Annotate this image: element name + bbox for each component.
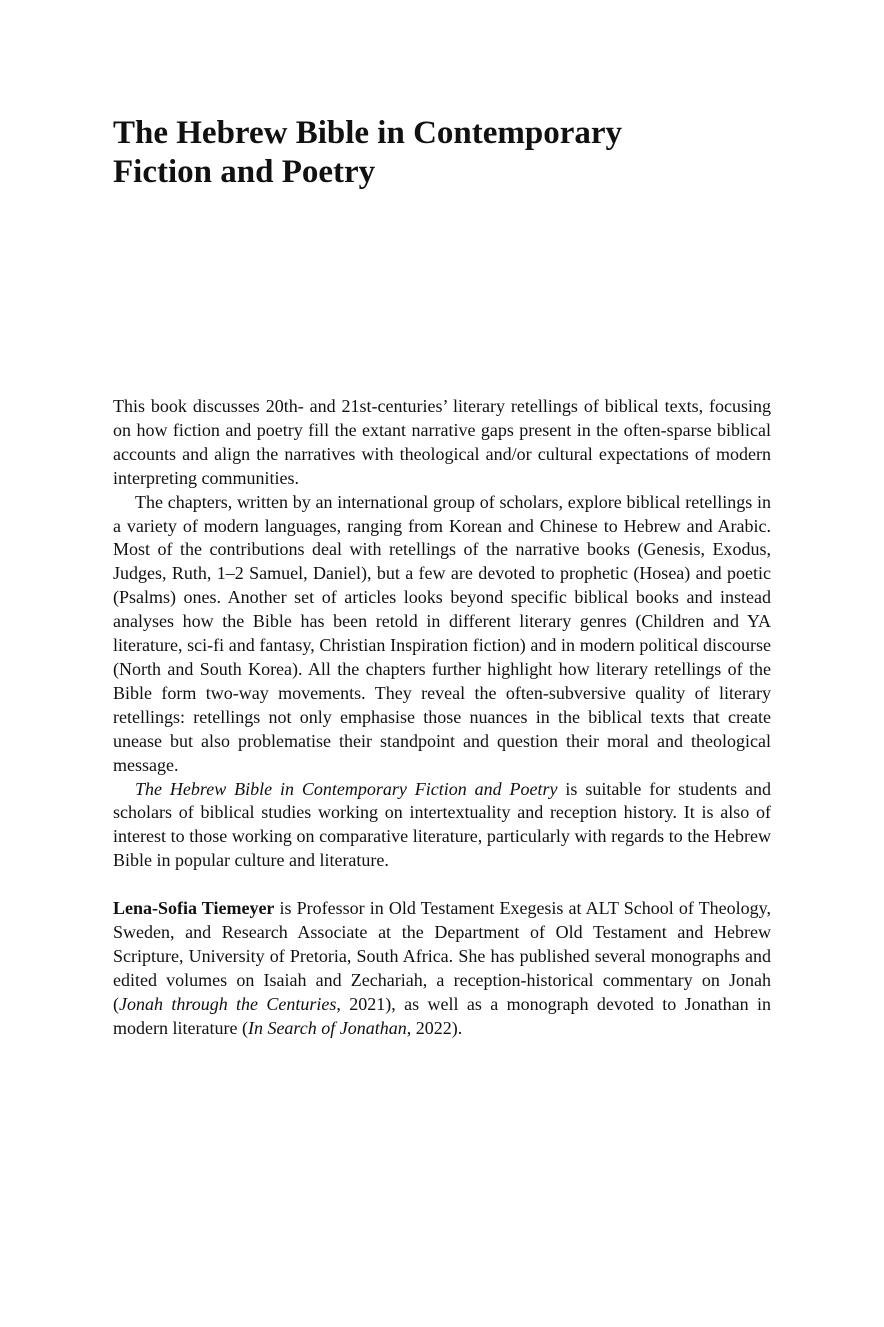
blurb-paragraph-1: This book discusses 20th- and 21st-centuries’ literary retellings of biblical texts, focusing on how fiction and poetry fill the extant narrative gaps present in the often-sparse biblical accounts and align the narratives with theological and/or cultural expectations of modern interpreting communities. — [113, 396, 771, 488]
blurb-book-title-italic: The Hebrew Bible in Contemporary Fiction and Poetry — [135, 778, 558, 799]
author-bio-text-c: , 2022). — [406, 1017, 463, 1038]
book-title-line-1: The Hebrew Bible in Contemporary — [113, 115, 623, 151]
author-bio-text-b: , 2021), as well as a monograph devoted to Jonathan in modern literature ( — [113, 993, 771, 1038]
author-bio-text-a: is Professor in Old Testament Exegesis at ALT School of Theology, Sweden, and Research Associate at the Department of Old Testament and Hebrew Scripture, University of Pretoria, South Africa. She has published several monographs and edited volumes on Isaiah and Zechariah, a reception-historical commentary on Jonah ( — [113, 898, 771, 1014]
book-title-line-2: Fiction and Poetry — [113, 154, 376, 190]
author-book-2: In Search of Jonathan — [247, 1017, 407, 1038]
author-book-1: Jonah through the Centuries — [119, 993, 337, 1014]
blurb-paragraph-3-text: is suitable for students and scholars of biblical studies working on intertextuality and reception history. It is also of interest to those working on comparative literature, particularly with regards to the Hebrew Bible in popular culture and literature. — [113, 778, 771, 871]
blurb-paragraph-2: The chapters, written by an international group of scholars, explore biblical retellings in a variety of modern languages, ranging from Korean and Chinese to Hebrew and Arabic. Most of the contributions deal with retellings of the narrative books (Genesis, Exodus, Judges, Ruth, 1–2 Samuel, Daniel), but a few are devoted to prophetic (Hosea) and poetic (Psalms) ones. Another set of articles looks beyond specific biblical books and instead analyses how the Bible has been retold in different literary genres (Children and YA literature, sci-fi and fantasy, Christian Inspiration fiction) and in modern political discourse (North and South Korea). All the chapters further highlight how literary retellings of the Bible form two-way movements. They reveal the often-subversive quality of literary retellings: retellings not only emphasise those nuances in the biblical texts that create unease but also problematise their standpoint and question their moral and theological message. — [113, 491, 771, 775]
author-name: Lena-Sofia Tiemeyer — [113, 898, 275, 919]
book-title — [113, 114, 793, 192]
blurb-paragraph-3 — [113, 778, 771, 874]
book-description — [113, 395, 771, 1041]
author-bio — [113, 897, 771, 1040]
